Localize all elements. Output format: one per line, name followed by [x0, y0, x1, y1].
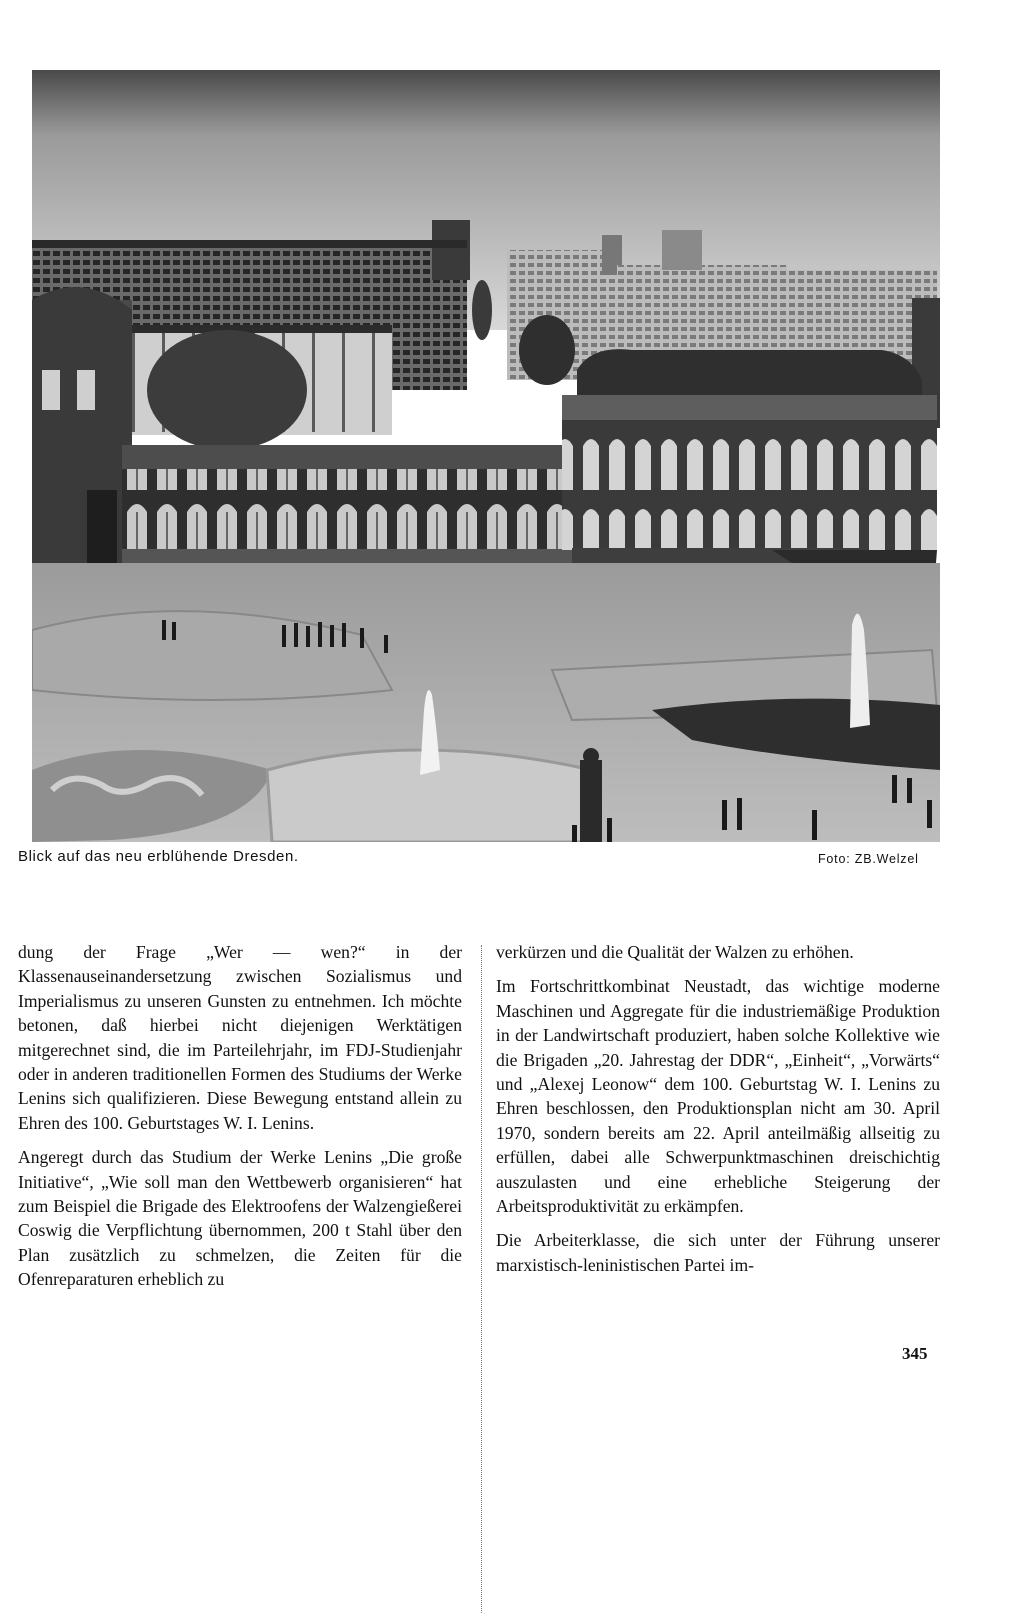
photo-dresden-zwinger [32, 70, 940, 842]
page-number: 345 [902, 1344, 928, 1363]
paragraph: verkürzen und die Qualität der Walzen zu erhöhen. [496, 942, 854, 962]
photo-illustration [32, 70, 940, 842]
text-column-right [496, 940, 940, 1287]
paragraph: Angeregt durch das Studium der Werke Lenins „Die große Initiative“, „Wie soll man den Wettbewerb organisieren“ hat zum Beispiel die Brigade des Elektroofens der Walzengießerei Coswig die Verpflichtung übernommen, 200 t Stahl über den Plan zusätzlich zu schmelzen, die Zeiten für die Ofenreparaturen erheblich zu [18, 1147, 462, 1290]
photo-caption: Blick auf das neu erblühende Dresden. [18, 848, 299, 865]
paragraph: Die Arbeiterklasse, die sich unter der Führung unserer marxistisch-leninistischen Partei im- [496, 1230, 940, 1275]
text-column-left [18, 940, 462, 1302]
paragraph: Im Fortschrittkombinat Neustadt, das wichtige moderne Maschinen und Aggregate für die industriemäßige Produktion in der Landwirtschaft produziert, haben solche Kollektive wie die Brigaden „20. Jahrestag der DDR“, „Einheit“, „Vorwärts“ und „Alexej Leonow“ dem 100. Geburtstag W. I. Lenins zu Ehren beschlossen, den Produktionsplan nicht am 30. April 1970, sondern bereits am 22. April anteilmäßig allseitig zu erfüllen, dabei alle Schwerpunktmaschinen dreischichtig auszulasten und eine erhebliche Steigerung der Arbeitsproduktivität zu erkämpfen. [496, 976, 940, 1217]
photo-credit: Foto: ZB.Welzel [818, 852, 919, 866]
paragraph: dung der Frage „Wer — wen?“ in der Klassenauseinandersetzung zwischen Sozialismus und Imperialismus zu unseren Gunsten zu entnehmen. Ich möchte betonen, daß hierbei nicht diejenigen Werktätigen mitgerechnet sind, die im Parteilehrjahr, im FDJ-Studienjahr oder in anderen traditionellen Formen des Studiums der Werke Lenins sich qualifizieren. Diese Bewegung entstand allein zu Ehren des 100. Geburtstages W. I. Lenins. [18, 942, 462, 1133]
column-divider [481, 945, 482, 1613]
